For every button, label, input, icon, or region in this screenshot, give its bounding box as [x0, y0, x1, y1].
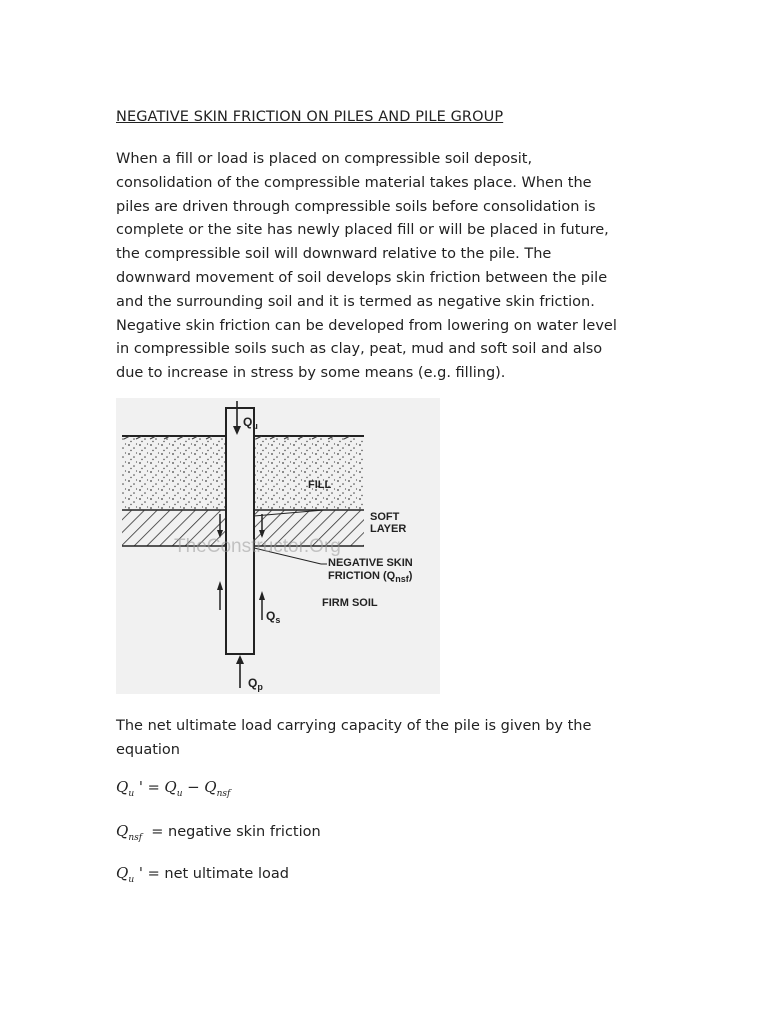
label-qp: $Q_p$	[248, 676, 263, 692]
paragraph-line: due to increase in stress by some means (e.g. filling).	[116, 365, 506, 382]
eq-qnsf: $Q_{nsf}$	[204, 778, 231, 799]
label-fill: FILL	[308, 479, 332, 491]
paragraph-line: When a fill or load is placed on compressible soil deposit,	[116, 151, 533, 167]
label-friction: FRICTION $(Q_{nsf})$	[328, 570, 413, 584]
qp-arrow	[236, 655, 244, 688]
def-qnsf-symbol: $Q_{nsf}$	[116, 822, 143, 843]
paragraph-line: downward movement of soil develops skin friction between the pile	[116, 269, 608, 286]
paragraph-line: equation	[116, 742, 180, 758]
paragraph-line: and the surrounding soil and it is termed as negative skin friction.	[116, 293, 595, 310]
label-soft: SOFT	[370, 511, 400, 523]
label-qu: $Q_u$	[243, 415, 258, 431]
pile	[226, 408, 254, 654]
def-qu-symbol: $Q_u$ '	[116, 864, 144, 885]
label-negative-skin: NEGATIVE SKIN	[328, 557, 413, 569]
label-firm-soil: FIRM SOIL	[322, 597, 378, 609]
def-nsf-text: = negative skin friction	[151, 824, 321, 840]
paragraph-line: consolidation of the compressible material takes place. When the	[116, 174, 592, 191]
intro-paragraph	[116, 148, 676, 386]
eq-equals: =	[147, 780, 160, 796]
eq-qu-prime: $Q_u$ '	[116, 778, 144, 799]
net-capacity-paragraph	[116, 714, 676, 762]
definition-qu	[116, 864, 289, 885]
net-capacity-equation	[116, 778, 230, 799]
paragraph-line: complete or the site has newly placed fill or will be placed in future,	[116, 222, 609, 239]
pile-diagram	[116, 398, 440, 694]
paragraph-line: in compressible soils such as clay, peat, mud and soft soil and also	[116, 341, 603, 358]
paragraph-line: piles are driven through compressible soils before consolidation is	[116, 198, 596, 215]
paragraph-line: Negative skin friction can be developed from lowering on water level	[116, 317, 617, 334]
paragraph-line: the compressible soil will downward relative to the pile. The	[116, 246, 552, 263]
definition-nsf	[116, 822, 321, 843]
watermark: TheConstructor.Org	[174, 536, 341, 557]
label-qs: $Q_s$	[266, 609, 281, 625]
paragraph-line: The net ultimate load carrying capacity of the pile is given by the	[116, 718, 592, 734]
label-layer: LAYER	[370, 523, 407, 535]
def-qu-text: = net ultimate load	[147, 866, 289, 882]
eq-qu: $Q_u$	[164, 778, 183, 799]
page-title: NEGATIVE SKIN FRICTION ON PILES AND PILE GROUP	[116, 109, 504, 125]
eq-minus: −	[187, 778, 200, 796]
